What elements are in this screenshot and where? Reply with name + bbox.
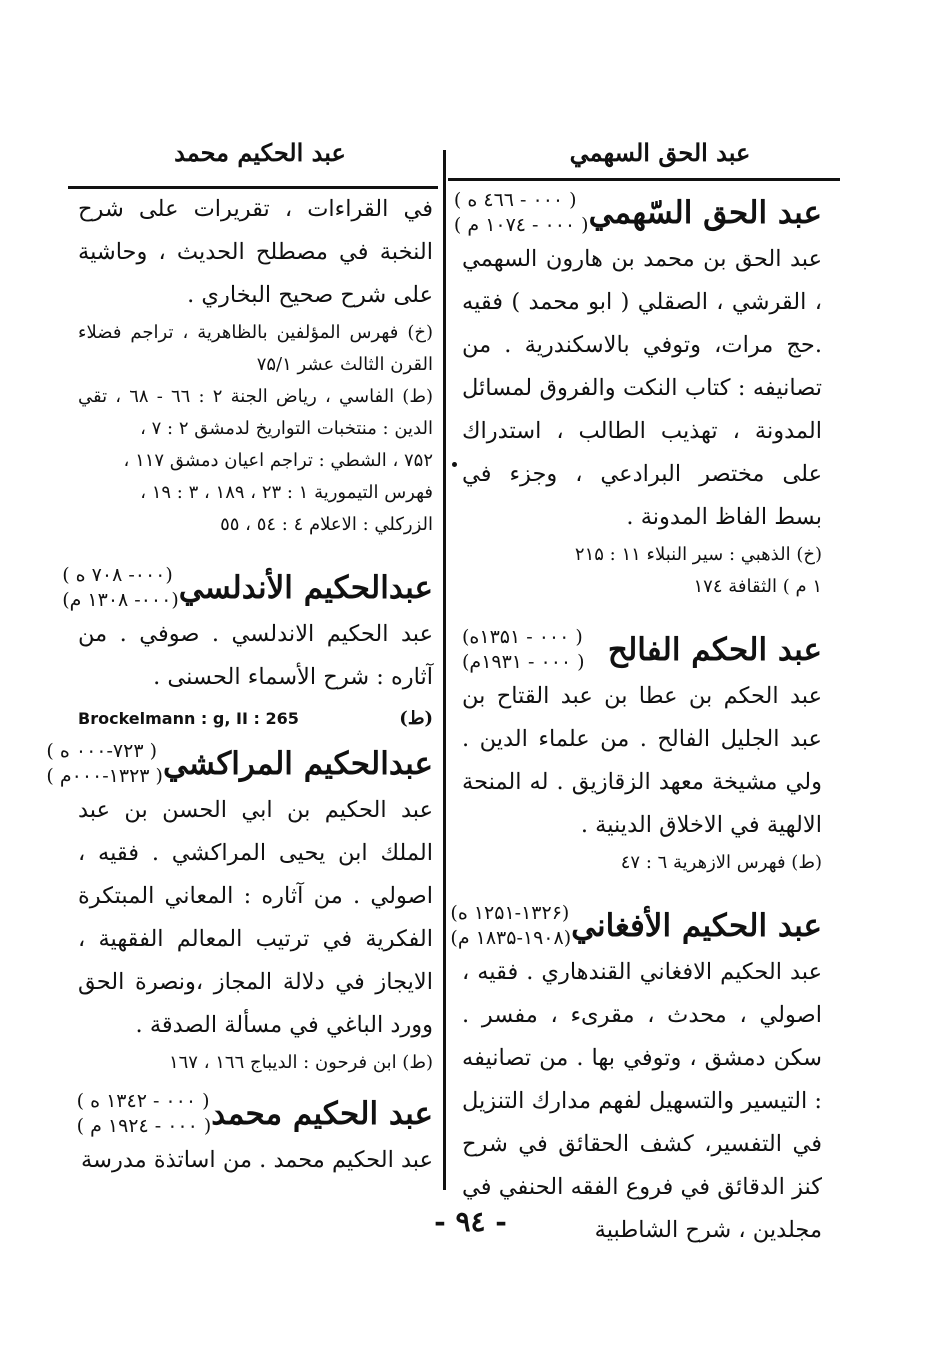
entry-heading: عبد الحكيم الأفغاني — [571, 908, 822, 944]
dates-gregorian: ( ۰۰۰-۱۳۲۳م ) — [46, 765, 163, 787]
entry-dates — [77, 1089, 212, 1139]
dates-gregorian: (۰۰۰- ۱۳۰۸ م) — [62, 589, 179, 611]
entry-heading: عبد الحكيم محمد — [211, 1096, 433, 1132]
dates-hijri: ( ۰۰۰ - ۱۳٤۲ ه ) — [76, 1090, 210, 1112]
entry-source: (ط) فهرس الازهرية ٦ : ٤٧ — [620, 852, 822, 873]
column-divider — [443, 150, 446, 1190]
continued-text: في القراءات ، تقريرات على شرح النخبة في مصطلح الحديث ، وحاشية على شرح صحيح البخاري . — [78, 196, 433, 308]
dates-hijri: (۱۲۵۱-۱۳۲۶ ه) — [450, 902, 570, 924]
entry-abd-al-hakim-al-marrakushi — [46, 739, 433, 1079]
entry-dates — [462, 625, 585, 675]
source-tag: (ط) — [399, 708, 433, 729]
entry-source: ۱ م ) الثقافة ۱۷٤ — [693, 576, 822, 597]
entry-heading: عبد الحكم الفالح — [607, 632, 822, 668]
entry-source: (خ) فهرس المؤلفين بالظاهرية ، تراجم فضلاء القرن الثالث عشر ۷۵/۱ — [78, 322, 433, 375]
entry-heading: عبد الحق السّهمي — [588, 195, 822, 231]
entry-abd-al-haqq-al-sahmi — [453, 188, 822, 603]
running-head-right: عبد الحق السهمي — [569, 138, 751, 167]
entry-source-latin — [78, 703, 433, 735]
header-rule-right — [448, 178, 840, 181]
source-citation: Brockelmann : g, II : 265 — [78, 709, 299, 728]
entry-source: ۷۵۲ ، الشطي : تراجم اعيان دمشق ۱۱۷ ، — [123, 450, 433, 471]
entry-body: عبد الحكيم محمد . من اساتذة مدرسة — [81, 1147, 433, 1173]
entry-abd-al-hakam-al-falih — [462, 625, 822, 879]
dates-hijri: ( ۰۰۰ - ۱۳۵۱ه) — [462, 626, 583, 648]
entry-body: عبد الحكيم الاندلسي . صوفي . من آثاره : شرح الأسماء الحسنى . — [78, 621, 433, 690]
dates-hijri: (۰۰۰- ۷۰۸ ه ) — [62, 564, 173, 586]
entry-body: عبد الحكيم الافغاني القندهاري . فقيه ، اصولي ، محدث ، مقرىء ، مفسر . سكن دمشق ، وتوفي بها . من تصانيفه : التيسير والتسهيل لفهم مدارك التنزيل في التفسير، كشف الحقائق في شرح كنز الدقائق في فروع الفقه الحنفي في مجلدين ، شرح الشاطبية — [462, 959, 822, 1243]
entry-dates — [46, 739, 163, 789]
page-number: - ٩٤ - — [434, 1205, 507, 1238]
entry-source: الزركلي : الاعلام ٤ : ٥٤ ، ٥٥ — [220, 514, 433, 535]
right-column — [450, 188, 822, 1252]
entry-dates — [450, 901, 571, 951]
entry-continuation — [78, 188, 433, 541]
dates-hijri: ( ۰۰۰-۷۲۳ ه ) — [46, 740, 157, 762]
entry-dates — [62, 563, 179, 613]
entry-heading: عبدالحكيم الأندلسي — [178, 570, 433, 606]
entry-body: عبد الحكيم بن ابي الحسن بن عبد الملك ابن يحيى المراكشي . فقيه ، اصولي . من آثاره : المعاني المبتكرة الفكرية في ترتيب المعالم الفقهية ، الايجاز في دلالة المجاز ،ونصرة الحق وورد الباغي في مسألة الصدقة . — [78, 797, 433, 1038]
running-head-left: عبد الحكيم محمد — [174, 138, 346, 167]
entry-dates — [454, 188, 589, 238]
ink-speck — [452, 462, 457, 467]
left-column — [46, 188, 433, 1182]
dates-gregorian: ( ۰۰۰ - ۱۹۳۱م) — [462, 651, 585, 673]
dates-gregorian: ( ۰۰۰ - ۱۰۷٤ م ) — [453, 214, 589, 236]
dates-gregorian: (۱۸۳۵-۱۹۰۸ م) — [450, 927, 572, 949]
entry-abd-al-hakim-al-afghani — [450, 901, 822, 1252]
entry-body: عبد الحكم بن عطا بن عبد القتاح بن عبد الجليل الفالح . من علماء الدين . ولي مشيخة معهد الزقازيق . له المنحة الالهية في الاخلاق الدينية . — [462, 683, 822, 838]
entry-source: (خ) الذهبي : سير النبلاء ۱۱ : ۲۱۵ — [574, 544, 822, 565]
entry-source: (ط) الفاسي ، رياض الجنة ۲ : ٦٦ - ٦٨ ، تقي الدين : منتخبات التواريخ لدمشق ۲ : ۷ ، — [78, 386, 433, 439]
entry-source: (ط) ابن فرحون : الديباج ۱٦٦ ، ۱٦٧ — [168, 1052, 433, 1073]
dates-gregorian: ( ۰۰۰ - ۱۹۲٤ م ) — [76, 1115, 212, 1137]
entry-abd-al-hakim-muhammad — [78, 1089, 433, 1182]
entry-source: فهرس التيمورية ۱ : ۲۳ ، ۱۸۹ ، ۳ : ۱۹ ، — [140, 482, 433, 503]
entry-heading: عبدالحكيم المراكشي — [162, 746, 433, 782]
entry-body: عبد الحق بن محمد بن هارون السهمي ، القرشي ، الصقلي ( ابو محمد ) فقيه .حج مرات، وتوفي بالاسكندرية . من تصانيفه : كتاب النكت والفروق لمسائل المدونة ، تهذيب الطالب ، استدراك على مختصر البرادعي ، وجزء في بسط الفاظ المدونة . — [462, 246, 822, 530]
dates-hijri: ( ۰۰۰ - ٤٦٦ ه ) — [453, 189, 577, 211]
entry-abd-al-hakim-al-andalusi — [62, 563, 433, 735]
